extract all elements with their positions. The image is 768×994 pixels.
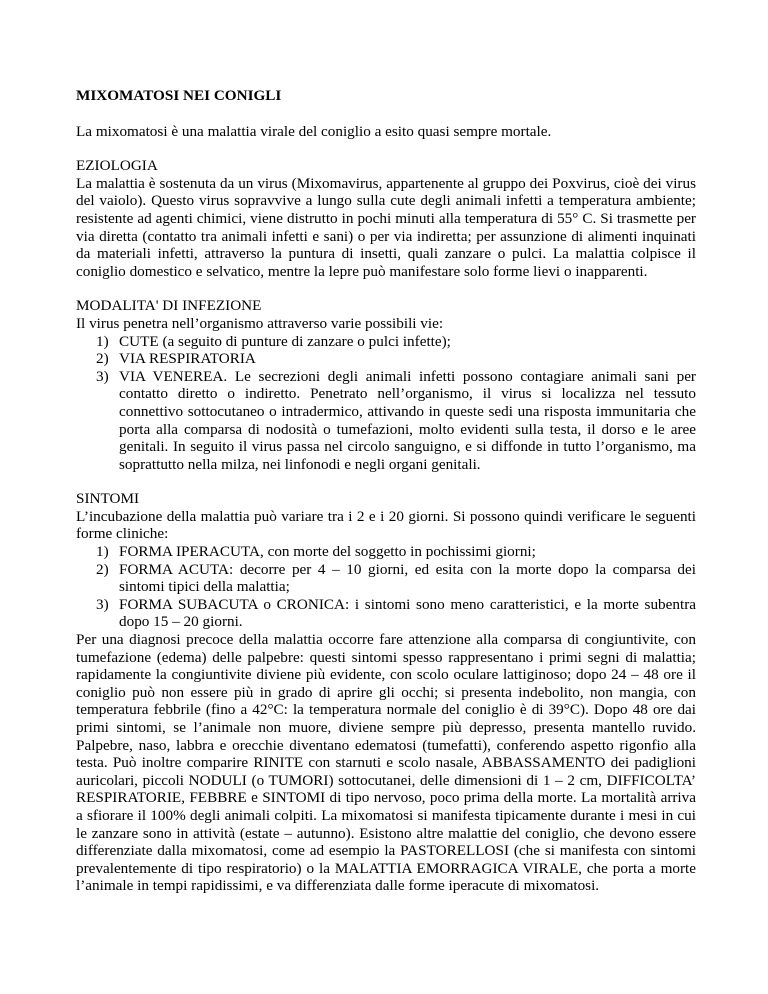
section-lead: L’incubazione della malattia può variare tra i 2 e i 20 giorni. Si possono quindi verificare le seguenti forme cliniche: [76, 507, 696, 543]
list-item-number: 1) [96, 332, 109, 350]
section-paragraph: Per una diagnosi precoce della malattia occorre fare attenzione alla comparsa di congiuntivite, con tumefazione (edema) delle palpebre: questi sintomi spesso rappresentano i primi segni di malattia; rapidamente la congiuntivite diviene più evidente, con scolo oculare lattiginoso; dopo 24 – 48 ore il coniglio può non essere più in grado di aprire gli occhi; si presenta indebolito, non mangia, con temperatura febbrile (fino a 42°C: la temperatura normale del coniglio è di 39°C). Dopo 48 ore dai primi sintomi, se l’animale non muore, diviene sempre più depresso, presenta mantello ruvido. Palpebre, naso, labbra e orecchie diventano edematosi (tumefatti), conferendo aspetto rigonfio alla testa. Può inoltre comparire RINITE con starnuti e scolo nasale, ABBASSAMENTO dei padiglioni auricolari, piccoli NODULI (o TUMORI) sottocutanei, delle dimensioni di 1 – 2 cm, DIFFICOLTA’ RESPIRATORIE, FEBBRE e SINTOMI di tipo nervoso, poco prima della morte. La mortalità arriva a sfiorare il 100% degli animali colpiti. La mixomatosi si manifesta tipicamente durante i mesi in cui le zanzare sono in attività (estate – autunno). Esistono altre malattie del coniglio, che devono essere differenziate dalla mixomatosi, come ad esempio la PASTORELLOSI (che si manifesta con sintomi prevalentemente di tipo respiratorio) o la MALATTIA EMORRAGICA VIRALE, che porta a morte l’animale in tempi rapidissimi, e va differenziata dalle forme iperacute di mixomatosi. [76, 631, 696, 895]
list-item-number: 1) [96, 543, 109, 561]
list-item-number: 3) [96, 595, 109, 613]
section-heading: SINTOMI [76, 490, 140, 508]
list-item [76, 543, 696, 561]
list-item-text: FORMA IPERACUTA, con morte del soggetto in pochissimi giorni; [119, 543, 536, 561]
numbered-list [76, 543, 696, 631]
list-item-number: 2) [96, 560, 109, 578]
document-page [76, 87, 696, 912]
list-item [76, 333, 696, 351]
section-heading: EZIOLOGIA [76, 157, 158, 175]
numbered-list [76, 333, 696, 474]
list-item [76, 561, 696, 596]
list-item-number: 3) [96, 367, 109, 385]
section-heading: MODALITA' DI INFEZIONE [76, 297, 262, 315]
section-sintomi [76, 490, 696, 895]
section-modalita-infezione [76, 297, 696, 473]
intro-paragraph: La mixomatosi è una malattia virale del coniglio a esito quasi sempre mortale. [76, 122, 552, 140]
document-title: MIXOMATOSI NEI CONIGLI [76, 87, 282, 104]
section-paragraph: La malattia è sostenuta da un virus (Mixomavirus, appartenente al gruppo dei Poxvirus, cioè dei virus del vaiolo). Questo virus sopravvive a lungo sulla cute degli animali infetti a temperatura ambiente; resistente ad agenti chimici, viene distrutto in pochi minuti alla temperatura di 55° C. Si trasmette per via diretta (contatto tra animali infetti e sani) o per via indiretta; per assunzione di alimenti inquinati da materiali infetti, attraverso la puntura di insetti, quali zanzare o pulci. La malattia colpisce il coniglio domestico e selvatico, mentre la lepre può manifestare solo forme lievi o inapparenti. [76, 174, 696, 280]
list-item [76, 368, 696, 474]
list-item [76, 350, 696, 368]
section-eziologia [76, 157, 696, 280]
list-item-text: FORMA ACUTA: decorre per 4 – 10 giorni, ed esita con la morte dopo la comparsa dei sintomi tipici della malattia; [119, 560, 696, 596]
list-item-number: 2) [96, 350, 109, 368]
section-lead: Il virus penetra nell’organismo attraverso varie possibili vie: [76, 314, 444, 332]
list-item-text: FORMA SUBACUTA o CRONICA: i sintomi sono meno caratteristici, e la morte subentra dopo 15 – 20 giorni. [119, 595, 696, 631]
list-item-text: CUTE (a seguito di punture di zanzare o pulci infette); [119, 332, 451, 350]
list-item-text: VIA VENEREA. Le secrezioni degli animali infetti possono contagiare animali sani per contatto diretto o indiretto. Penetrato nell’organismo, il virus si localizza nel tessuto connettivo sottocutaneo o intradermico, attivando in queste sedi una risposta immunitaria che porta alla comparsa di nodosità o tumefazioni, molto evidenti sulla testa, il dorso e le aree genitali. In seguito il virus passa nel circolo sanguigno, e si diffonde in tutto l’organismo, ma soprattutto nella milza, nei linfonodi e negli organi genitali. [119, 367, 696, 473]
list-item-text: VIA RESPIRATORIA [119, 350, 256, 368]
list-item [76, 596, 696, 631]
